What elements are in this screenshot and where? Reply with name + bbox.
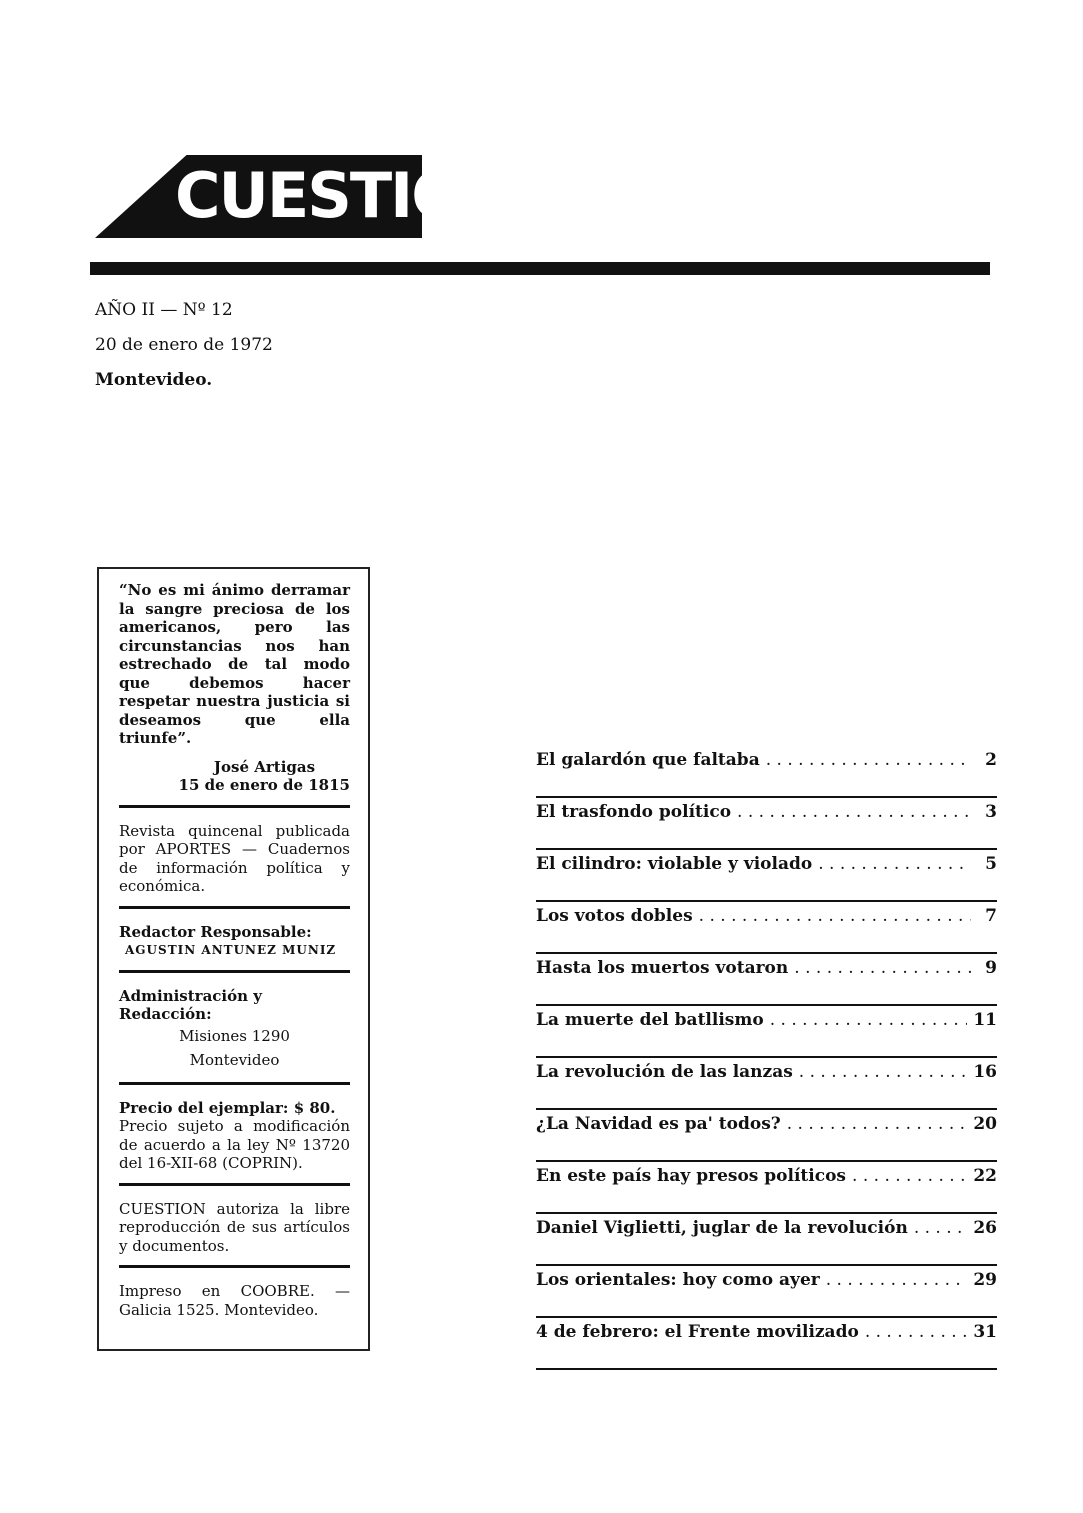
toc-page: 2 [985, 750, 997, 770]
toc-entry[interactable] [536, 1216, 997, 1266]
toc-title: El trasfondo político [536, 802, 732, 822]
toc-page: 20 [973, 1114, 997, 1134]
logo-text: CUESTIÓN [175, 159, 512, 232]
editor-name: AGUSTIN ANTUNEZ MUNIZ [125, 943, 337, 957]
toc-title: ¿La Navidad es pa' todos? [536, 1114, 781, 1134]
masthead-rule [90, 262, 990, 275]
divider [119, 805, 350, 808]
toc-title: 4 de febrero: el Frente movilizado [536, 1322, 859, 1342]
toc-leader-dots [826, 1270, 968, 1290]
toc-entry[interactable] [536, 800, 997, 850]
toc-entry[interactable] [536, 1008, 997, 1058]
toc-entry[interactable] [536, 748, 997, 798]
issue-number: AÑO II — Nº 12 [95, 300, 233, 320]
toc-entry[interactable] [536, 1164, 997, 1214]
publisher-info: Revista quincenal publicada por APORTES — Cuadernos de información política y económica. [119, 821, 350, 895]
toc-page: 16 [973, 1062, 997, 1082]
toc-title: El galardón que faltaba [536, 750, 760, 770]
divider [119, 1082, 350, 1085]
rights-notice: CUESTION autoriza la libre reproducción de sus artículos y documentos. [119, 1199, 350, 1255]
toc-entry[interactable] [536, 852, 997, 902]
toc-page: 7 [985, 906, 997, 926]
toc-title: La revolución de las lanzas [536, 1062, 793, 1082]
toc-title: La muerte del batllismo [536, 1010, 764, 1030]
toc-entry[interactable] [536, 1268, 997, 1318]
toc-title: Hasta los muertos votaron [536, 958, 789, 978]
toc-leader-dots [852, 1166, 967, 1186]
toc-title: Los votos dobles [536, 906, 693, 926]
toc-page: 31 [973, 1322, 997, 1342]
toc-page: 29 [973, 1270, 997, 1290]
toc-leader-dots [699, 906, 971, 926]
toc-leader-dots [818, 854, 971, 874]
toc-page: 9 [985, 958, 997, 978]
issue-date: 20 de enero de 1972 [95, 335, 273, 355]
artigas-quote: “No es mi ánimo derramar la sangre preciosa de los americanos, pero las circunstancias nos han estrechado de tal modo que debemos hacer respetar nuestra justicia si deseamos que ella triunfe”. [119, 581, 350, 747]
toc-leader-dots [770, 1010, 968, 1030]
toc-title: En este país hay presos políticos [536, 1166, 847, 1186]
toc-leader-dots [865, 1322, 968, 1342]
admin-label: Administración y Redacción: [119, 986, 262, 1023]
toc-leader-dots [799, 1062, 968, 1082]
toc-page: 3 [985, 802, 997, 822]
issue-city: Montevideo. [95, 370, 213, 390]
price-note: Precio sujeto a modificación de acuerdo a la ley Nº 13720 del 16-XII-68 (COPRIN). [119, 1117, 350, 1172]
toc-title: Daniel Viglietti, juglar de la revolución [536, 1218, 908, 1238]
toc-entry[interactable] [536, 1320, 997, 1370]
quote-author: José Artigas [213, 757, 316, 776]
toc-leader-dots [737, 802, 971, 822]
toc-title: Los orientales: hoy como ayer [536, 1270, 820, 1290]
toc-leader-dots [794, 958, 971, 978]
divider [119, 1265, 350, 1268]
toc-leader-dots [766, 750, 971, 770]
divider [119, 1183, 350, 1186]
toc-page: 26 [973, 1218, 997, 1238]
toc-entry[interactable] [536, 956, 997, 1006]
price-label: Precio del ejemplar: $ 80. [119, 1098, 336, 1117]
table-of-contents [536, 748, 997, 1372]
quote-date: 15 de enero de 1815 [178, 776, 350, 794]
toc-entry[interactable] [536, 904, 997, 954]
printer-info: Impreso en COOBRE. — Galicia 1525. Montevideo. [119, 1282, 350, 1319]
divider [119, 970, 350, 973]
toc-page: 11 [973, 1010, 997, 1030]
toc-leader-dots [787, 1114, 968, 1134]
divider [119, 906, 350, 909]
toc-title: El cilindro: violable y violado [536, 854, 813, 874]
editor-label: Redactor Responsable: [119, 922, 312, 941]
toc-leader-dots [914, 1218, 968, 1238]
toc-page: 22 [973, 1166, 997, 1186]
admin-city: Montevideo [189, 1050, 280, 1069]
credits-box [97, 567, 370, 1351]
toc-entry[interactable] [536, 1060, 997, 1110]
toc-page: 5 [985, 854, 997, 874]
masthead-logo [95, 155, 512, 238]
admin-address: Misiones 1290 [179, 1026, 290, 1045]
toc-entry[interactable] [536, 1112, 997, 1162]
